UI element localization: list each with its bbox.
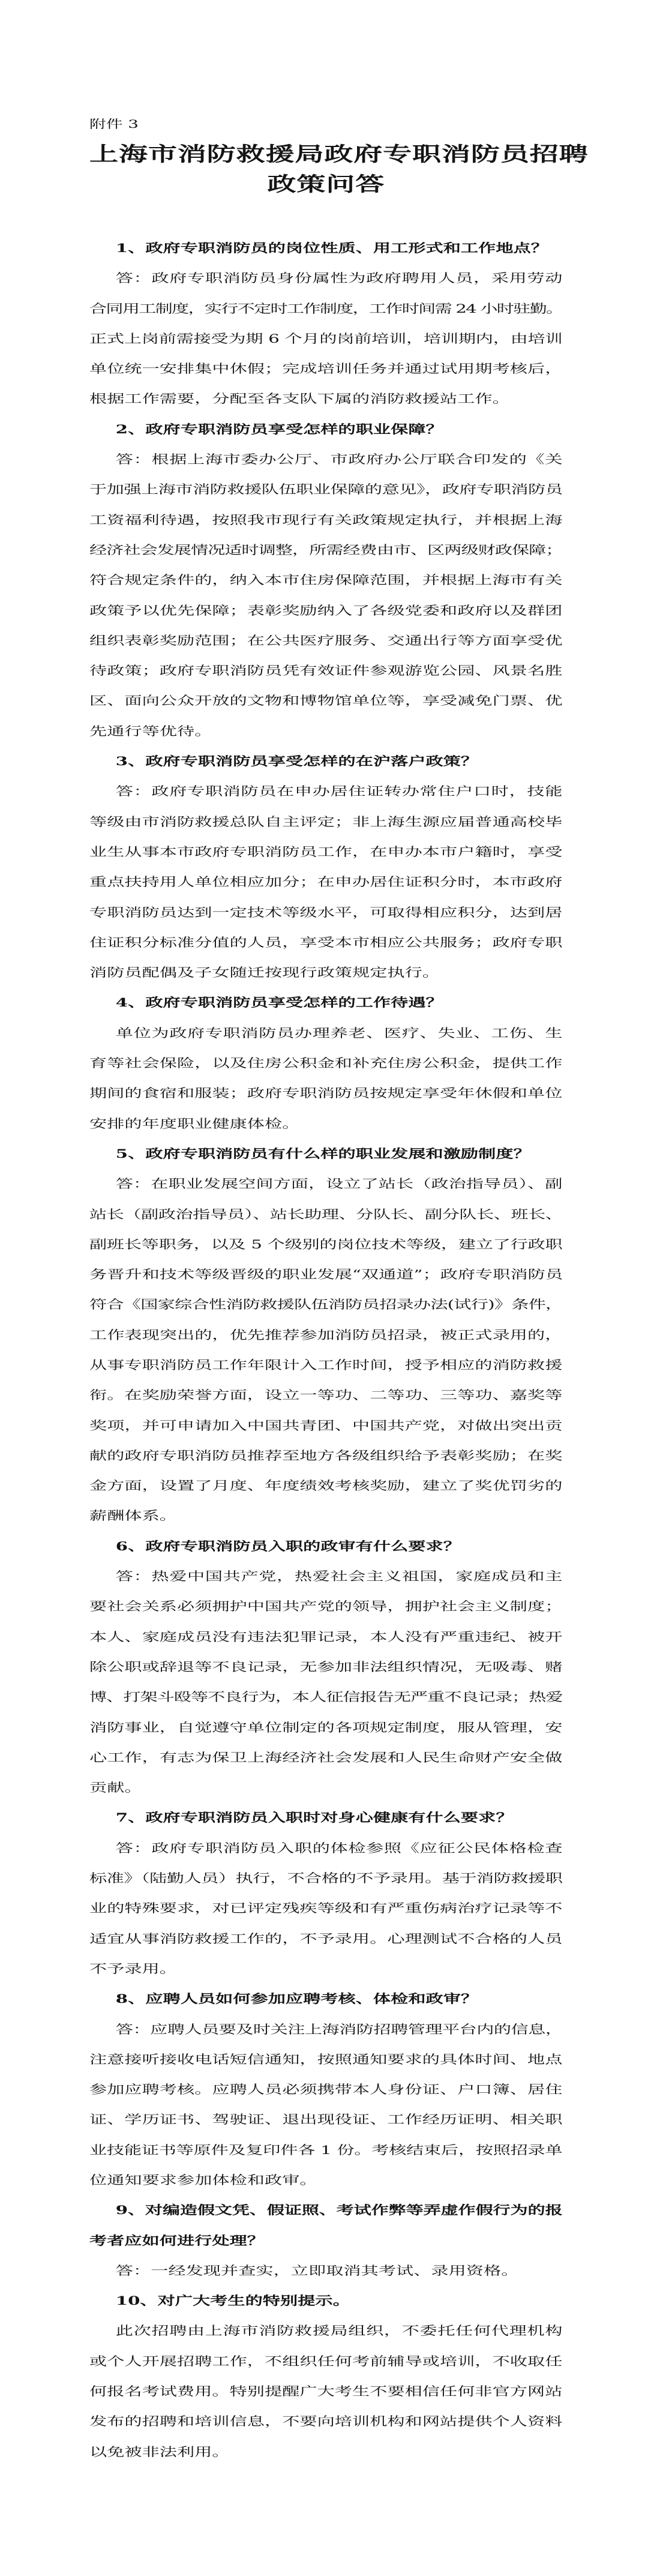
question: [89, 1531, 562, 1561]
answer-line: 副班长等职务，以及 5 个级别的岗位技术等级，建立了行政职: [89, 1236, 563, 1251]
answer-line: 区、面向公众开放的文物和博物馆单位等，享受减免门票、优: [89, 693, 563, 708]
answer-line: 期间的食宿和服装；政府专职消防员按规定享受年休假和单位: [89, 1086, 563, 1101]
answer-line: 发布的招聘和培训信息，不要向培训机构和网站提供个人资料: [89, 2414, 563, 2429]
answer-line: 答：政府专职消防员入职的体检参照《应征公民体格检查: [115, 1840, 563, 1855]
answer-line: 正式上岗前需接受为期 6 个月的岗前培训，培训期内，由培训: [89, 331, 563, 346]
document-title: [89, 139, 589, 199]
qa-section: [89, 1531, 562, 1803]
answer-line: 经济社会发展情况适时调整，所需经费由市、区两级财政保障；: [89, 542, 563, 557]
answer-line: 注意接听接收电话短信通知，按照通知要求的具体时间、地点: [89, 2051, 563, 2066]
answer-line: 消防事业，自觉遵守单位制定的各项规定制度，服从管理，安: [89, 1720, 563, 1735]
answer-line: 答：一经发现并查实，立即取消其考试、录用资格。: [115, 2263, 519, 2278]
answer-line: 本人、家庭成员没有违法犯罪记录，本人没有严重违纪、被开: [89, 1629, 563, 1644]
title-line: 政策问答: [267, 172, 385, 196]
answer-line: 贡献。: [89, 1780, 142, 1795]
answer-line: 于加强上海市消防救援队伍职业保障的意见》，政府专职消防员: [89, 482, 563, 497]
answer-line: 衔。在奖励荣誉方面，设立一等功、二等功、三等功、嘉奖等: [89, 1388, 563, 1403]
answer-line: 心工作，有志为保卫上海经济社会发展和人民生命财产安全做: [89, 1750, 563, 1765]
question-line: 2、政府专职消防员享受怎样的职业保障？: [115, 421, 443, 436]
answer-line: 符合规定条件的，纳入本市住房保障范围，并根据上海市有关: [89, 573, 563, 588]
question: [89, 2195, 562, 2256]
question: [89, 987, 562, 1017]
question-line: 10、对广大考生的特别提示。: [115, 2293, 350, 2308]
title-line: 上海市消防救援局政府专职消防员招聘: [89, 142, 589, 166]
answer: [89, 2014, 562, 2195]
answer: [89, 444, 562, 746]
answer-line: 金方面，设置了月度、年度绩效考核奖励，建立了奖优罚劣的: [89, 1478, 563, 1493]
answer: [89, 1018, 562, 1139]
answer-line: 答：在职业发展空间方面，设立了站长（政治指导员）、副: [115, 1176, 563, 1191]
answer-line: 工作表现突出的，优先推荐参加消防员招录，被正式录用的，: [89, 1327, 563, 1342]
answer-line: 从事专职消防员工作年限计入工作时间，授予相应的消防救援: [89, 1357, 563, 1372]
answer-line: 参加应聘考核。应聘人员必须携带本人身份证、户口簿、居住: [89, 2082, 563, 2097]
answer: [89, 776, 562, 987]
answer-line: 待政策；政府专职消防员凭有效证件参观游览公园、风景名胜: [89, 663, 563, 678]
question: [89, 1984, 562, 2014]
question: [89, 414, 562, 444]
answer-line: 薪酬体系。: [89, 1508, 177, 1523]
question: [89, 1139, 562, 1169]
answer: [89, 263, 562, 414]
answer-line: 单位为政府专职消防员办理养老、医疗、失业、工伤、生: [115, 1025, 563, 1040]
qa-section: [89, 1139, 562, 1531]
answer-line: 此次招聘由上海市消防救援局组织，不委托任何代理机构: [115, 2323, 563, 2338]
answer-line: 住证积分标准分值的人员，享受本市相应公共服务；政府专职: [89, 934, 563, 949]
question: [89, 2286, 562, 2316]
answer: [89, 1833, 562, 1984]
answer-line: 政策予以优先保障；表彰奖励纳入了各级党委和政府以及群团: [89, 603, 563, 618]
question: [89, 746, 562, 776]
answer-line: 标准》（陆勤人员）执行，不合格的不予录用。基于消防救援职: [89, 1871, 563, 1886]
answer-line: 要社会关系必须拥护中国共产党的领导，拥护社会主义制度；: [89, 1599, 563, 1614]
answer-line: 单位统一安排集中休假；完成培训任务并通过试用期考核后，: [89, 361, 563, 376]
answer: [89, 2256, 562, 2286]
answer-line: 先通行等优待。: [89, 723, 212, 738]
answer: [89, 2316, 562, 2466]
answer-line: 业的特殊要求，对已评定残疾等级和有严重伤病治疗记录等不: [89, 1901, 563, 1916]
answer-line: 组织表彰奖励范围；在公共医疗服务、交通出行等方面享受优: [89, 633, 563, 648]
answer-line: 育等社会保险，以及住房公积金和补充住房公积金，提供工作: [89, 1056, 563, 1071]
answer-line: 重点扶持用人单位相应加分；在申办居住证积分时，本市政府: [89, 874, 563, 889]
answer-line: 业生从事本市政府专职消防员工作，在申办本市户籍时，享受: [89, 844, 563, 859]
answer-line: 适宜从事消防救援工作的，不予录用。心理测试不合格的人员: [89, 1931, 563, 1946]
answer-line: 答：根据上海市委办公厅、市政府办公厅联合印发的《关: [115, 452, 563, 467]
qa-section: [89, 987, 562, 1138]
answer-line: 答：政府专职消防员在申办居住证转办常住户口时，技能: [115, 784, 563, 799]
answer-line: 合同用工制度，实行不定时工作制度，工作时间需 24 小时驻勤。: [89, 301, 563, 316]
qa-section: [89, 746, 562, 987]
question: [89, 233, 562, 263]
answer-line: 不予录用。: [89, 1961, 177, 1976]
answer-line: 献的政府专职消防员推荐至地方各级组织给予表彰奖励；在奖: [89, 1448, 563, 1463]
answer-line: 除公职或辞退等不良记录，无参加非法组织情况，无吸毒、赌: [89, 1659, 563, 1674]
answer-line: 消防员配偶及子女随迁按现行政策规定执行。: [89, 965, 440, 980]
answer-line: 答：热爱中国共产党，热爱社会主义祖国，家庭成员和主: [115, 1569, 563, 1584]
qa-section: [89, 2286, 562, 2467]
answer-line: 务晋升和技术等级晋级的职业发展“双通道”；政府专职消防员: [89, 1267, 563, 1282]
question-line: 4、政府专职消防员享受怎样的工作待遇？: [115, 995, 443, 1010]
answer-line: 答：政府专职消防员身份属性为政府聘用人员，采用劳动: [115, 271, 563, 286]
qa-list: [89, 233, 562, 2467]
answer-line: 等级由市消防救援总队自主评定；非上海生源应届普通高校毕: [89, 814, 563, 829]
question-line: 9、对编造假文凭、假证照、考试作弊等弄虚作假行为的报: [115, 2203, 563, 2218]
answer-line: 符合《国家综合性消防救援队伍消防员招录办法(试行)》条件，: [89, 1297, 563, 1312]
answer-line: 安排的年度职业健康体检。: [89, 1116, 300, 1131]
question-line: 5、政府专职消防员有什么样的职业发展和激励制度？: [115, 1146, 531, 1161]
qa-section: [89, 1802, 562, 1984]
answer-line: 位通知要求参加体检和政审。: [89, 2173, 317, 2187]
answer-line: 证、学历证书、驾驶证、退出现役证、工作经历证明、相关职: [89, 2112, 563, 2127]
question-line: 6、政府专职消防员入职的政审有什么要求？: [115, 1538, 461, 1553]
question-line: 3、政府专职消防员享受怎样的在沪落户政策？: [115, 754, 479, 769]
answer-line: 博、打架斗殴等不良行为，本人征信报告无严重不良记录；热爱: [89, 1690, 563, 1705]
document-page: [89, 109, 589, 2467]
question: [89, 1802, 562, 1832]
question-line: 8、应聘人员如何参加应聘考核、体检和政审？: [115, 1991, 479, 2006]
answer: [89, 1561, 562, 1802]
qa-section: [89, 414, 562, 746]
answer-line: 奖项，并可申请加入中国共青团、中国共产党，对做出突出贡: [89, 1418, 563, 1433]
answer-line: 业技能证书等原件及复印件各 1 份。考核结束后，按照招录单: [89, 2142, 563, 2157]
answer-line: 根据工作需要，分配至各支队下属的消防救援站工作。: [89, 391, 510, 406]
qa-section: [89, 2195, 562, 2286]
question-line: 7、政府专职消防员入职时对身心健康有什么要求？: [115, 1810, 514, 1825]
answer-line: 专职消防员达到一定技术等级水平，可取得相应积分，达到居: [89, 904, 563, 919]
answer-line: 答：应聘人员要及时关注上海消防招聘管理平台内的信息，: [115, 2021, 563, 2036]
answer: [89, 1169, 562, 1531]
qa-section: [89, 1984, 562, 2195]
attachment-label: 附件 3: [89, 118, 139, 131]
question-line: 考者应如何进行处理？: [89, 2233, 265, 2248]
answer-line: 工资福利待遇，按照我市现行有关政策规定执行，并根据上海: [89, 512, 563, 527]
answer-line: 以免被非法利用。: [89, 2444, 230, 2459]
answer-line: 站长（副政治指导员）、站长助理、分队长、副分队长、班长、: [89, 1206, 563, 1221]
answer-line: 或个人开展招聘工作，不组织任何考前辅导或培训，不收取任: [89, 2353, 563, 2368]
qa-section: [89, 233, 562, 414]
answer-line: 何报名考试费用。特别提醒广大考生不要相信任何非官方网站: [89, 2384, 563, 2399]
question-line: 1、政府专职消防员的岗位性质、用工形式和工作地点？: [115, 241, 548, 255]
